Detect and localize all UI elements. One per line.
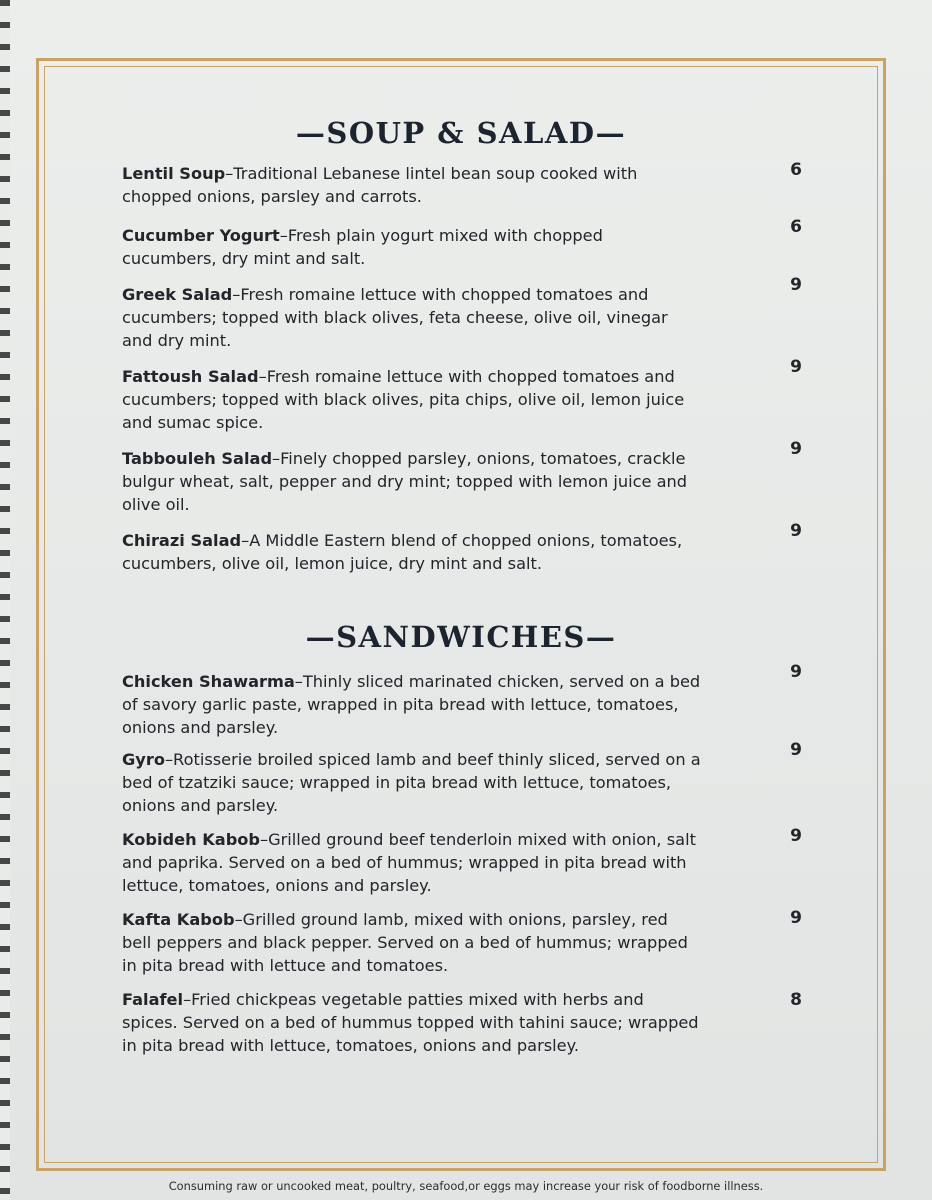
item-price: 9 <box>790 439 802 459</box>
menu-item-cucumber-yogurt <box>122 224 702 270</box>
section-title-soup-salad: —SOUP & SALAD— <box>295 116 627 150</box>
item-name: Fattoush Salad <box>122 367 259 386</box>
menu-item-kafta-kabob <box>122 908 702 977</box>
item-name: Lentil Soup <box>122 164 226 183</box>
menu-item-kobideh-kabob <box>122 828 702 897</box>
item-name: Tabbouleh Salad <box>122 449 273 468</box>
item-price: 6 <box>790 160 802 180</box>
item-price: 9 <box>790 357 802 377</box>
item-price: 8 <box>790 990 802 1010</box>
item-description: –Fresh plain yogurt mixed with chopped cucumbers, dry mint and salt. <box>122 226 603 268</box>
item-description: –Traditional Lebanese lintel bean soup cooked with chopped onions, parsley and carrots. <box>122 164 638 206</box>
foodborne-illness-disclaimer: Consuming raw or uncooked meat, poultry, seafood,or eggs may increase your risk of foodborne illness. <box>168 1179 764 1193</box>
item-price: 6 <box>790 217 802 237</box>
item-description: –Fried chickpeas vegetable patties mixed with herbs and spices. Served on a bed of hummus topped with tahini sauce; wrapped in pita bread with lettuce, tomatoes, onions and parsley. <box>122 990 699 1055</box>
menu-item-falafel <box>122 988 702 1057</box>
section-title-sandwiches: —SANDWICHES— <box>305 620 617 654</box>
item-description: –Rotisserie broiled spiced lamb and beef thinly sliced, served on a bed of tzatziki sauce; wrapped in pita bread with lettuce, tomatoes, onions and parsley. <box>122 750 701 815</box>
item-price: 9 <box>790 521 802 541</box>
item-price: 9 <box>790 275 802 295</box>
item-price: 9 <box>790 908 802 928</box>
menu-item-chicken-shawarma <box>122 670 702 739</box>
item-description: –Finely chopped parsley, onions, tomatoes, crackle bulgur wheat, salt, pepper and dry mint; topped with lemon juice and olive oil. <box>122 449 688 514</box>
item-price: 9 <box>790 826 802 846</box>
spiral-binding <box>0 0 10 1200</box>
item-name: Greek Salad <box>122 285 233 304</box>
item-description: –A Middle Eastern blend of chopped onions, tomatoes, cucumbers, olive oil, lemon juice, dry mint and salt. <box>122 531 683 573</box>
item-name: Falafel <box>122 990 184 1009</box>
item-description: –Thinly sliced marinated chicken, served on a bed of savory garlic paste, wrapped in pita bread with lettuce, tomatoes, onions and parsley. <box>122 672 701 737</box>
item-price: 9 <box>790 662 802 682</box>
item-price: 9 <box>790 740 802 760</box>
menu-item-greek-salad <box>122 283 702 352</box>
item-description: –Grilled ground beef tenderloin mixed with onion, salt and paprika. Served on a bed of hummus; wrapped in pita bread with lettuce, tomatoes, onions and parsley. <box>122 830 696 895</box>
menu-item-chirazi-salad <box>122 529 702 575</box>
item-name: Chicken Shawarma <box>122 672 295 691</box>
item-description: –Grilled ground lamb, mixed with onions, parsley, red bell peppers and black pepper. Served on a bed of hummus; wrapped in pita bread with lettuce and tomatoes. <box>122 910 688 975</box>
item-name: Cucumber Yogurt <box>122 226 280 245</box>
menu-item-fattoush-salad <box>122 365 702 434</box>
menu-item-gyro <box>122 748 702 817</box>
item-name: Kobideh Kabob <box>122 830 261 849</box>
item-name: Kafta Kabob <box>122 910 235 929</box>
item-name: Gyro <box>122 750 165 769</box>
menu-item-lentil-soup <box>122 162 702 208</box>
item-description: –Fresh romaine lettuce with chopped tomatoes and cucumbers; topped with black olives, pita chips, olive oil, lemon juice and sumac spice. <box>122 367 685 432</box>
menu-item-tabbouleh-salad <box>122 447 702 516</box>
item-description: –Fresh romaine lettuce with chopped tomatoes and cucumbers; topped with black olives, feta cheese, olive oil, vinegar and dry mint. <box>122 285 668 350</box>
item-name: Chirazi Salad <box>122 531 242 550</box>
